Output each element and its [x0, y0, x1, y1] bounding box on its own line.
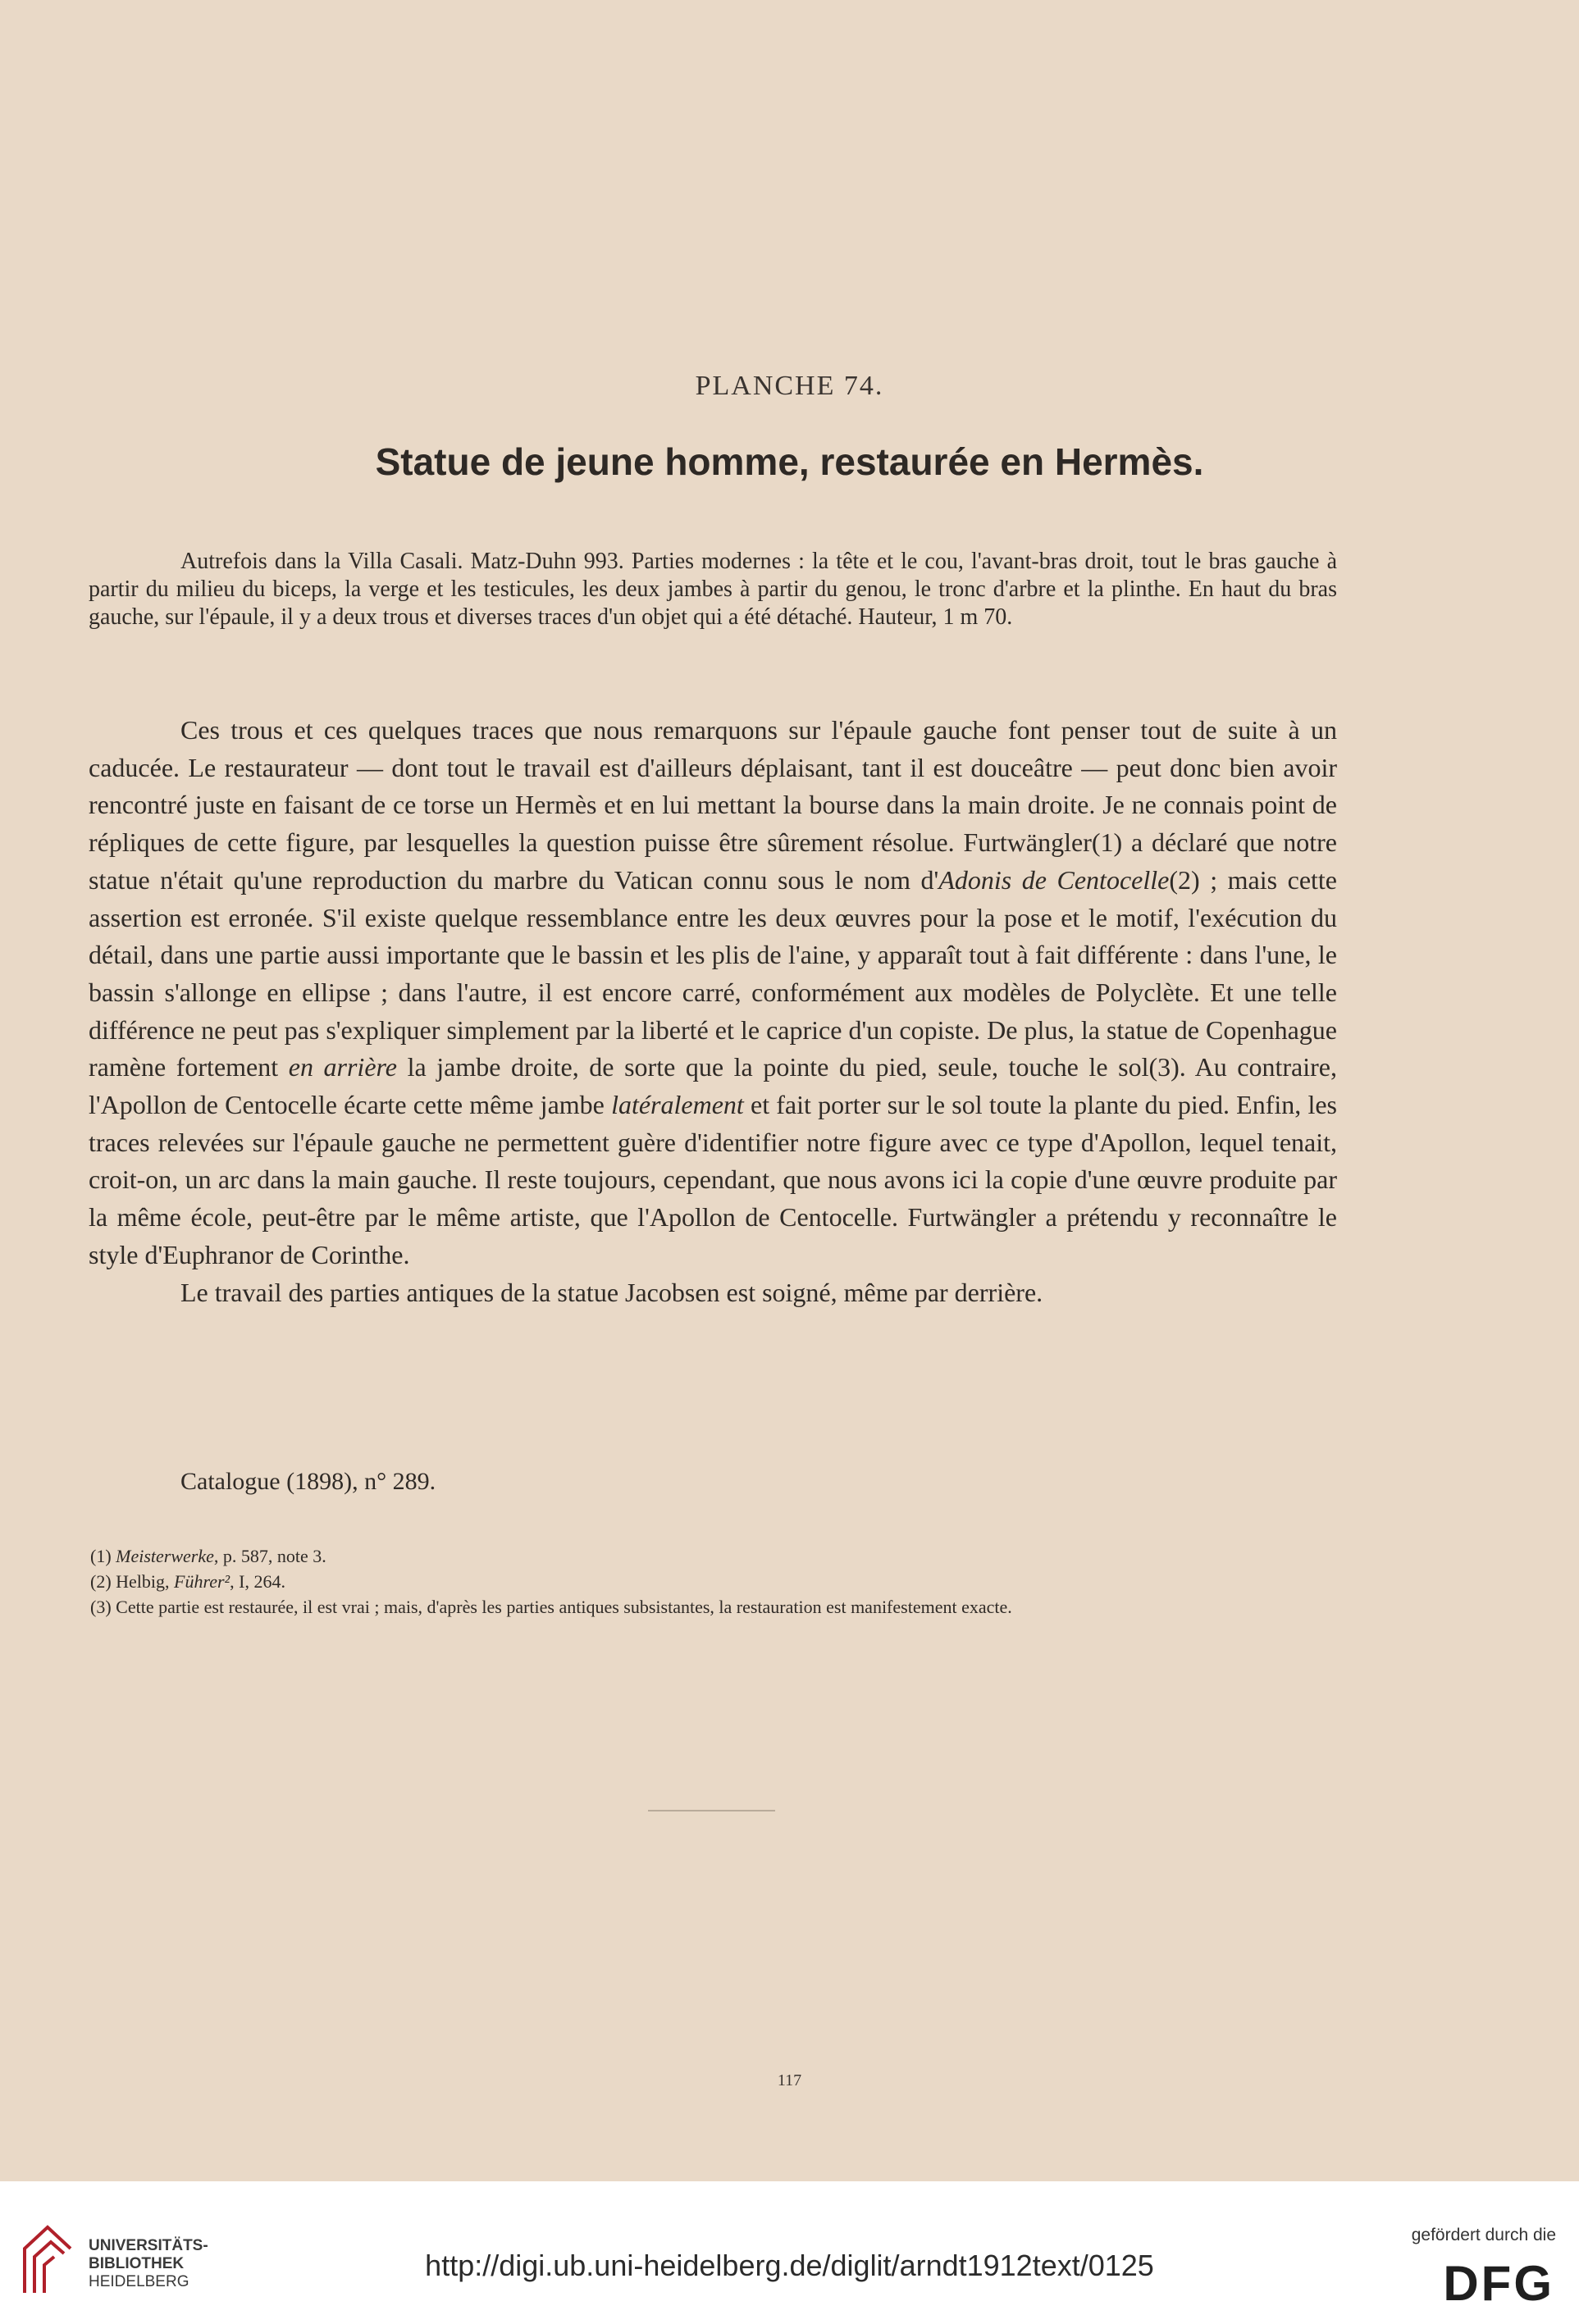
library-line-2: BIBLIOTHEK [89, 2255, 185, 2272]
lateralement: latéralement [611, 1090, 744, 1120]
body-text-d: et fait porter sur le sol toute la plante du pied. Enfin, les traces relevées sur l'épaule gauche ne permettent guère d'identifier notre figure avec ce type d'Apollon, lequel tenait, croit-on, un arc dans la main gauche. Il reste toujours, cependant, que nous avons ici la copie d'une œuvre produite par la même école, peut-être par le même artiste, que l'Apollon de Centocelle. Furtwängler a prétendu y reconnaître le style d'Euphranor de Corinthe. [89, 1090, 1338, 1269]
catalogue-reference: Catalogue (1898), n° 289. [180, 1468, 436, 1495]
body-text-c: la jambe droite, de sorte que la pointe du pied, seule, touche le sol(3). Au contraire, l'Apollon de Centocelle écarte cette même jambe [89, 1052, 1338, 1120]
dfg-logo: DFG [1443, 2256, 1554, 2311]
body-paragraph-2: Le travail des parties antiques de la statue Jacobsen est soigné, même par derrière. [180, 1277, 1043, 1307]
digitization-footer [0, 2181, 1579, 2324]
intro-text: Autrefois dans la Villa Casali. Matz-Duhn 993. Parties modernes : la tête et le cou, l'avant-bras droit, tout le bras gauche à partir du milieu du biceps, la verge et les testicules, les deux jambes à partir du genou, le tronc d'arbre et la plinthe. En haut du bras gauche, sur l'épaule, il y a deux trous et diverses traces d'un objet qui a été détaché. Hauteur, 1 m 70. [89, 549, 1337, 630]
body-paragraph-1 [89, 712, 1337, 1274]
en-arriere: en arrière [288, 1052, 397, 1082]
page-title: Statue de jeune homme, restaurée en Hermès. [375, 440, 1204, 483]
intro-paragraph [89, 548, 1337, 631]
footnote-1-title: Meisterwerke [116, 1546, 214, 1566]
footnote-3-number: (3) [90, 1597, 112, 1617]
footnote-3-text: Cette partie est restaurée, il est vrai ; mais, d'après les parties antiques subsistantes, la restauration est manifestement exacte. [116, 1597, 1012, 1617]
footnote-2-title: Führer² [174, 1571, 230, 1592]
footnote-1 [90, 1543, 1337, 1569]
footnote-1-number: (1) [90, 1546, 112, 1566]
footnote-2-author: Helbig, [116, 1571, 170, 1592]
library-line-1: UNIVERSITÄTS- [89, 2237, 208, 2254]
body-text-b: (2) ; mais cette assertion est erronée. S'il existe quelque ressemblance entre les deux œuvres pour la pose et le motif, l'exécution du détail, dans une partie aussi importante que le bassin et les plis de l'aine, y apparaît tout à fait différente : dans l'une, le bassin s'allonge en ellipse ; dans l'autre, il est encore carré, conformément aux modèles de Polyclète. Et une telle différence ne peut pas s'expliquer simplement par la liberté et le caprice d'un copiste. De plus, la statue de Copenhague ramène fortement [89, 864, 1338, 1082]
funded-by-label: gefördert durch die [1411, 2226, 1556, 2244]
footnote-2-number: (2) [90, 1571, 112, 1592]
footnotes [90, 1543, 1337, 1620]
footnote-3 [90, 1594, 1337, 1620]
body-text-a: Ces trous et ces quelques traces que nous remarquons sur l'épaule gauche font penser tout de suite à un caducée. Le restaurateur — dont tout le travail est d'ailleurs déplaisant, tant il est douceâtre — peut donc bien avoir rencontré juste en faisant de ce torse un Hermès et en lui mettant la bourse dans la main droite. Je ne connais point de répliques de cette figure, par lesquelles la question puisse être sûrement résolue. Furtwängler(1) a déclaré que notre statue n'était qu'une reproduction du marbre du Vatican connu sous le nom d' [89, 715, 1337, 895]
adonis-title: Adonis de Centocelle [938, 864, 1170, 895]
library-line-3: HEIDELBERG [89, 2273, 189, 2290]
main-text [89, 712, 1337, 1311]
footnote-2 [90, 1569, 1337, 1594]
separator-rule [648, 1810, 775, 1811]
plate-label: PLANCHE 74. [695, 371, 884, 401]
page-number: 117 [777, 2071, 802, 2089]
footnote-2-rest: , I, 264. [230, 1571, 285, 1592]
permalink-url[interactable]: http://digi.ub.uni-heidelberg.de/diglit/arndt1912text/0125 [425, 2249, 1154, 2282]
footnote-1-rest: , p. 587, note 3. [213, 1546, 326, 1566]
